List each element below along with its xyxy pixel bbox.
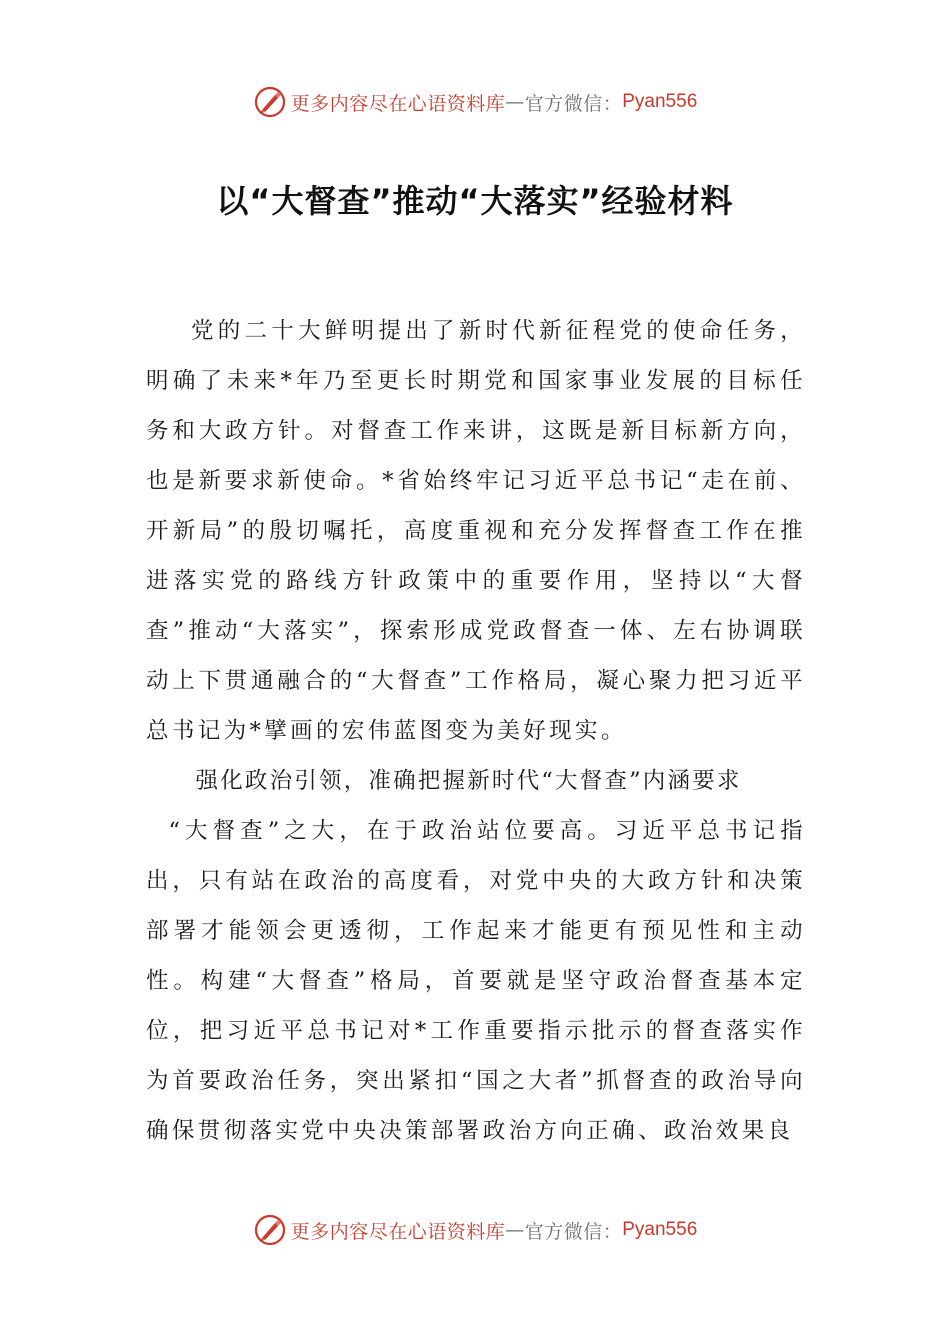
banner-wechat-id: Pyan556 [622,91,698,112]
pen-logo-icon [253,1213,287,1247]
footer-banner [0,1210,950,1250]
paragraph-intro: 党的二十大鲜明提出了新时代新征程党的使命任务，明确了未来*年乃至更长时期党和国家事业发展的目标任务和大政方针。对督查工作来讲，这既是新目标新方向，也是新要求新使命。*省始终牢记习近平总书记“走在前、开新局”的殷切嘱托，高度重视和充分发挥督查工作在推进落实党的路线方针政策中的重要作用，坚持以“大督查”推动“大落实”，探索形成党政督查一体、左右协调联动上下贯通融合的“大督查”工作格局，凝心聚力把习近平总书记为*擘画的宏伟蓝图变为美好现实。 [146,318,806,744]
pen-logo-icon [253,85,287,119]
banner-wechat-id: Pyan556 [622,1219,698,1240]
banner-text: 更多内容尽在心语资料库 [290,1220,506,1243]
banner-label: 官方微信： [524,1220,623,1243]
document-title: 以“大督查”推动“大落实”经验材料 [216,182,734,220]
paragraph-section-1: “大督查”之大，在于政治站位要高。习近平总书记指出，只有站在政治的高度看，对党中央的大政方针和决策部署才能领会更透彻，工作起来才能更有预见性和主动性。构建“大督查”格局，首要就是坚守政治督查基本定位，把习近平总书记对*工作重要指示批示的督查落实作为首要政治任务，突出紧扣“国之大者”抓督查的政治导向确保贯彻落实党中央决策部署政治方向正确、政治效果良 [146,818,806,1144]
banner-dash: — [505,91,525,113]
banner-text: 更多内容尽在心语资料库 [290,92,506,115]
section-heading: 强化政治引领，准确把握新时代“大督查”内涵要求 [195,768,742,794]
header-banner [0,82,950,122]
document-body [146,306,806,1156]
banner-dash: — [505,1219,525,1241]
banner-label: 官方微信： [524,92,623,115]
